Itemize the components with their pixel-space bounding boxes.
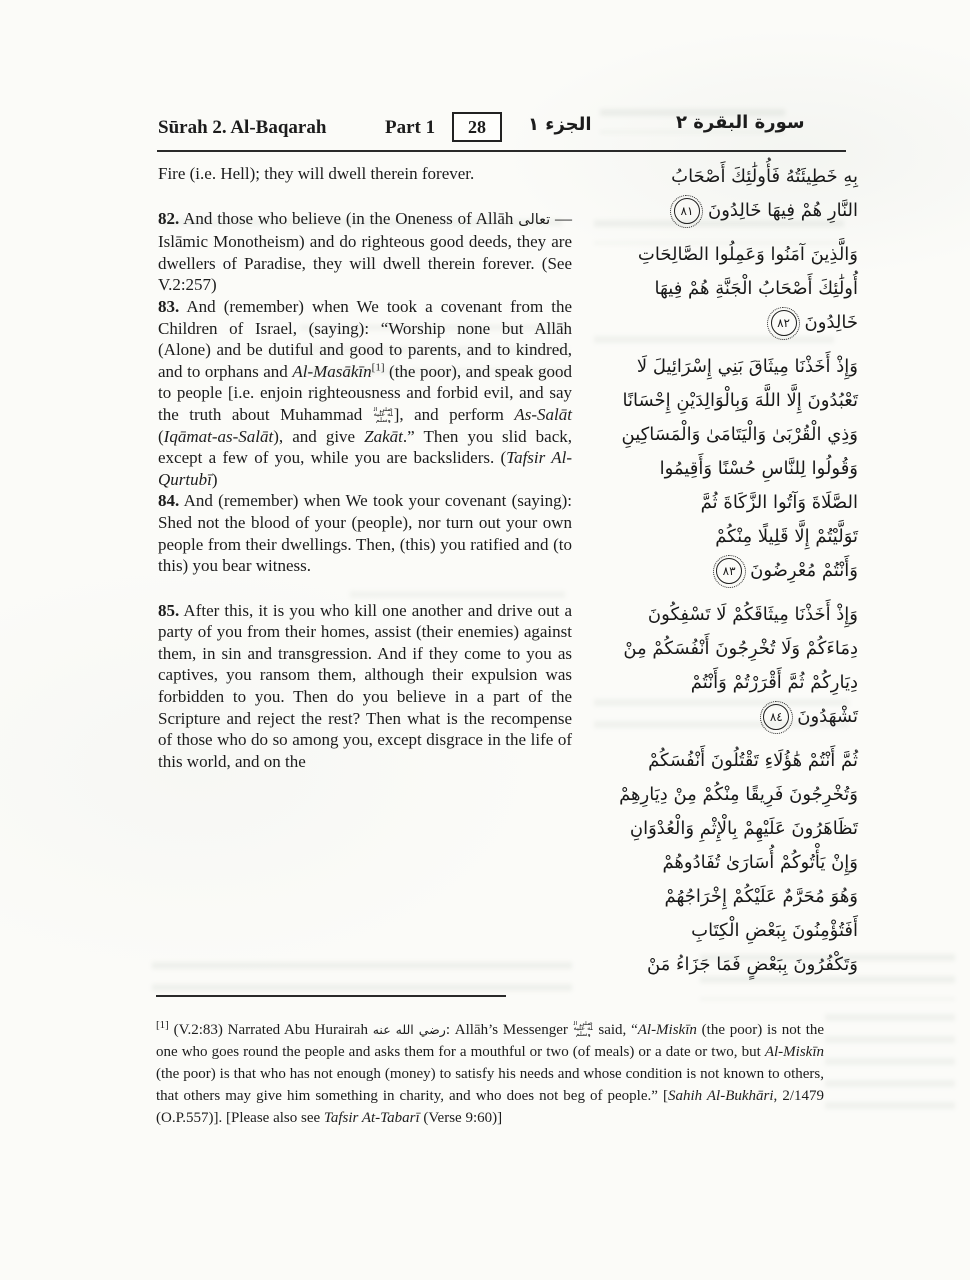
arabic-line: وَالَّذِينَ آمَنُوا وَعَمِلُوا الصَّالِحَاتِ (637, 244, 858, 265)
text-run: ) (211, 469, 218, 489)
text-run: ), and give (273, 426, 365, 446)
english-column (158, 163, 572, 772)
inline-arabic: رضي الله عنه (372, 1022, 446, 1037)
arabic-verse-block (592, 598, 858, 734)
footnote-ref: [1] (156, 1019, 169, 1031)
verse-end-marker: ٨٤ (763, 704, 789, 730)
arabic-line: تَظَاهَرُونَ عَلَيْهِمْ بِالْإِثْمِ وَالْعُدْوَانِ (629, 818, 858, 839)
juz-arabic: الجزء ١ (528, 114, 592, 135)
surah-arabic: سورة البقرة ٢ (676, 112, 805, 133)
arabic-line: وَقُولُوا لِلنَّاسِ حُسْنًا وَأَقِيمُوا (659, 458, 858, 479)
page-number-box (452, 112, 502, 142)
text-run: — Islāmic Monotheism) and do righteous good deeds, they are dwellers of Paradise, they will dwell therein forever. (See V.2:257) (158, 208, 573, 295)
arabic-line: ثُمَّ أَنْتُمْ هَٰؤُلَاءِ تَقْتُلُونَ أَنْفُسَكُمْ (648, 750, 858, 771)
arabic-verse-block (592, 744, 858, 982)
verse-paragraph (158, 296, 572, 490)
surah-title: Sūrah 2. Al-Baqarah (158, 117, 327, 138)
pbuh-symbol: صلى الله عليه وسلم (373, 406, 393, 423)
part-label: Part 1 (385, 117, 436, 138)
arabic-line: بِهِ خَطِيئَتُهُ فَأُولَٰئِكَ أَصْحَابُ (671, 166, 858, 187)
verse-paragraph (158, 163, 572, 185)
text-run: ], and perform (393, 404, 515, 424)
arabic-line: وَإِذْ أَخَذْنَا مِيثَاقَكُمْ لَا تَسْفِكُونَ (647, 604, 858, 625)
arabic-verse-block (592, 350, 858, 588)
arabic-line: تَوَلَّيْتُمْ إِلَّا قَلِيلًا مِنْكُمْ (715, 526, 858, 547)
arabic-line: أُولَٰئِكَ أَصْحَابُ الْجَنَّةِ هُمْ فِيهَا (654, 278, 858, 299)
verse-number: 82. (158, 208, 180, 228)
italic-term: Iqāmat-as-Salāt (163, 426, 274, 446)
verse-end-marker: ٨١ (674, 198, 700, 224)
pbuh-symbol: صلى الله عليه وسلم (573, 1021, 593, 1037)
text-run: (the poor) is not the one who goes round the people and asks them for a mouthful or two (of meals) or a date or two, but (156, 1022, 825, 1060)
arabic-line: وَإِذْ أَخَذْنَا مِيثَاقَ بَنِي إِسْرَائِيلَ لَا (636, 356, 858, 377)
italic-term: Zakāt (364, 426, 403, 446)
italic-term: Al-Miskīn (637, 1022, 697, 1038)
italic-term: Tafsir At-Tabarī (323, 1110, 420, 1126)
text-run: (the poor) is that who has not enough (money) to satisfy his needs and whose condition is not known to others, that others may give him something in charity, and who does not beg of people.” [ (156, 1066, 824, 1104)
verse-paragraph (158, 490, 572, 576)
italic-term: Sahih Al-Bukhāri (667, 1088, 774, 1104)
text-run: ( (158, 426, 164, 446)
verse-number: 83. (158, 296, 180, 316)
arabic-line: وَأَنْتُمْ مُعْرِضُونَ٨٣ (592, 554, 858, 588)
arabic-line: وَتُخْرِجُونَ فَرِيقًا مِنْكُمْ مِنْ دِيَارِهِمْ (619, 784, 858, 805)
text-run: After this, it is you who kill one another and drive out a party of you from their homes, assist (their enemies) against them, in sin and transgression. And if they come to you as captives, you ransom them, although their expulsion was forbidden to you. Then do you believe in a part of the Scripture and reject the rest? Then what is the recompense of those who do so among you, except disgrace in the life of this world, and on the (158, 600, 572, 771)
verse-paragraph (158, 208, 572, 296)
bleed-through-smudge (825, 1008, 955, 1123)
arabic-line: وَإِنْ يَأْتُوكُمْ أُسَارَىٰ تُفَادُوهُمْ (662, 852, 858, 873)
arabic-line: الصَّلَاةَ وَآتُوا الزَّكَاةَ ثُمَّ (700, 492, 858, 513)
arabic-line: دِيَارِكُمْ ثُمَّ أَقْرَرْتُمْ وَأَنْتُمْ (690, 672, 858, 693)
arabic-line: تَعْبُدُونَ إِلَّا اللَّهَ وَبِالْوَالِدَيْنِ إِحْسَانًا (622, 390, 858, 411)
text-run: (V.2:83) Narrated Abu Hurairah (168, 1022, 373, 1038)
text-run: , 2/1479 (O.P.557)]. [Please also see (156, 1088, 825, 1126)
arabic-line: أَفَتُؤْمِنُونَ بِبَعْضِ الْكِتَابِ (691, 920, 858, 941)
arabic-verse-block (592, 160, 858, 228)
text-run: (Verse 9:60)] (419, 1110, 503, 1126)
page-number: 28 (468, 116, 486, 137)
italic-term: Al-Miskīn (764, 1044, 824, 1060)
text-run: And those who believe (in the Oneness of Allāh (179, 208, 519, 228)
verse-paragraph (158, 600, 572, 773)
arabic-line: دِمَاءَكُمْ وَلَا تُخْرِجُونَ أَنْفُسَكُمْ مِنْ (623, 638, 858, 659)
bleed-through-smudge (152, 956, 572, 998)
italic-term: Tafsir Al-Qurtubī (158, 448, 572, 489)
arabic-line: النَّارِ هُمْ فِيهَا خَالِدُونَ٨١ (592, 194, 858, 228)
arabic-line: خَالِدُونَ٨٢ (592, 306, 858, 340)
verse-number: 85. (158, 600, 180, 620)
arabic-line: تَشْهَدُونَ٨٤ (592, 700, 858, 734)
verse-end-marker: ٨٣ (716, 558, 742, 584)
text-run: And (remember) when We took a covenant from the Children of Israel, (saying): “Worship none but Allāh (Alone) and be dutiful and good to parents, and to kindred, and to orphans and (158, 296, 572, 381)
verse-end-marker: ٨٢ (771, 310, 797, 336)
text-run: And (remember) when We took your covenant (saying): Shed not the blood of your (people), nor turn out your own people from their dwellings. Then, (this) you ratified and (to this) you bear witness. (158, 491, 572, 576)
italic-term: As-Salāt (514, 404, 572, 424)
arabic-verse-block (592, 238, 858, 340)
text-run: Fire (i.e. Hell); they will dwell therein forever. (158, 164, 475, 183)
inline-arabic: تعالى (518, 211, 551, 228)
verse-number: 84. (158, 491, 180, 511)
arabic-line: وَذِي الْقُرْبَىٰ وَالْيَتَامَىٰ وَالْمَسَاكِينِ (621, 424, 858, 445)
arabic-column (592, 160, 858, 992)
text-run: (the poor), and speak good to people [i.e. enjoin righteousness and forbid evil, and say the truth about Muhammad (158, 361, 572, 424)
footnote (156, 1019, 824, 1129)
arabic-line: وَهُوَ مُحَرَّمٌ عَلَيْكُمْ إِخْرَاجُهُمْ (664, 886, 858, 907)
text-run: : Allāh’s Messenger (445, 1022, 573, 1038)
text-run: said, “ (593, 1022, 638, 1038)
text-run: .” Then you slid back, except a few of you, while you are backsliders. ( (158, 426, 572, 468)
header-rule (157, 150, 846, 152)
italic-term: Al-Masākīn (292, 361, 372, 381)
arabic-line: وَتَكْفُرُونَ بِبَعْضٍ فَمَا جَزَاءُ مَنْ (646, 954, 858, 975)
footnote-ref: [1] (371, 361, 385, 374)
footnote-separator (156, 995, 506, 997)
